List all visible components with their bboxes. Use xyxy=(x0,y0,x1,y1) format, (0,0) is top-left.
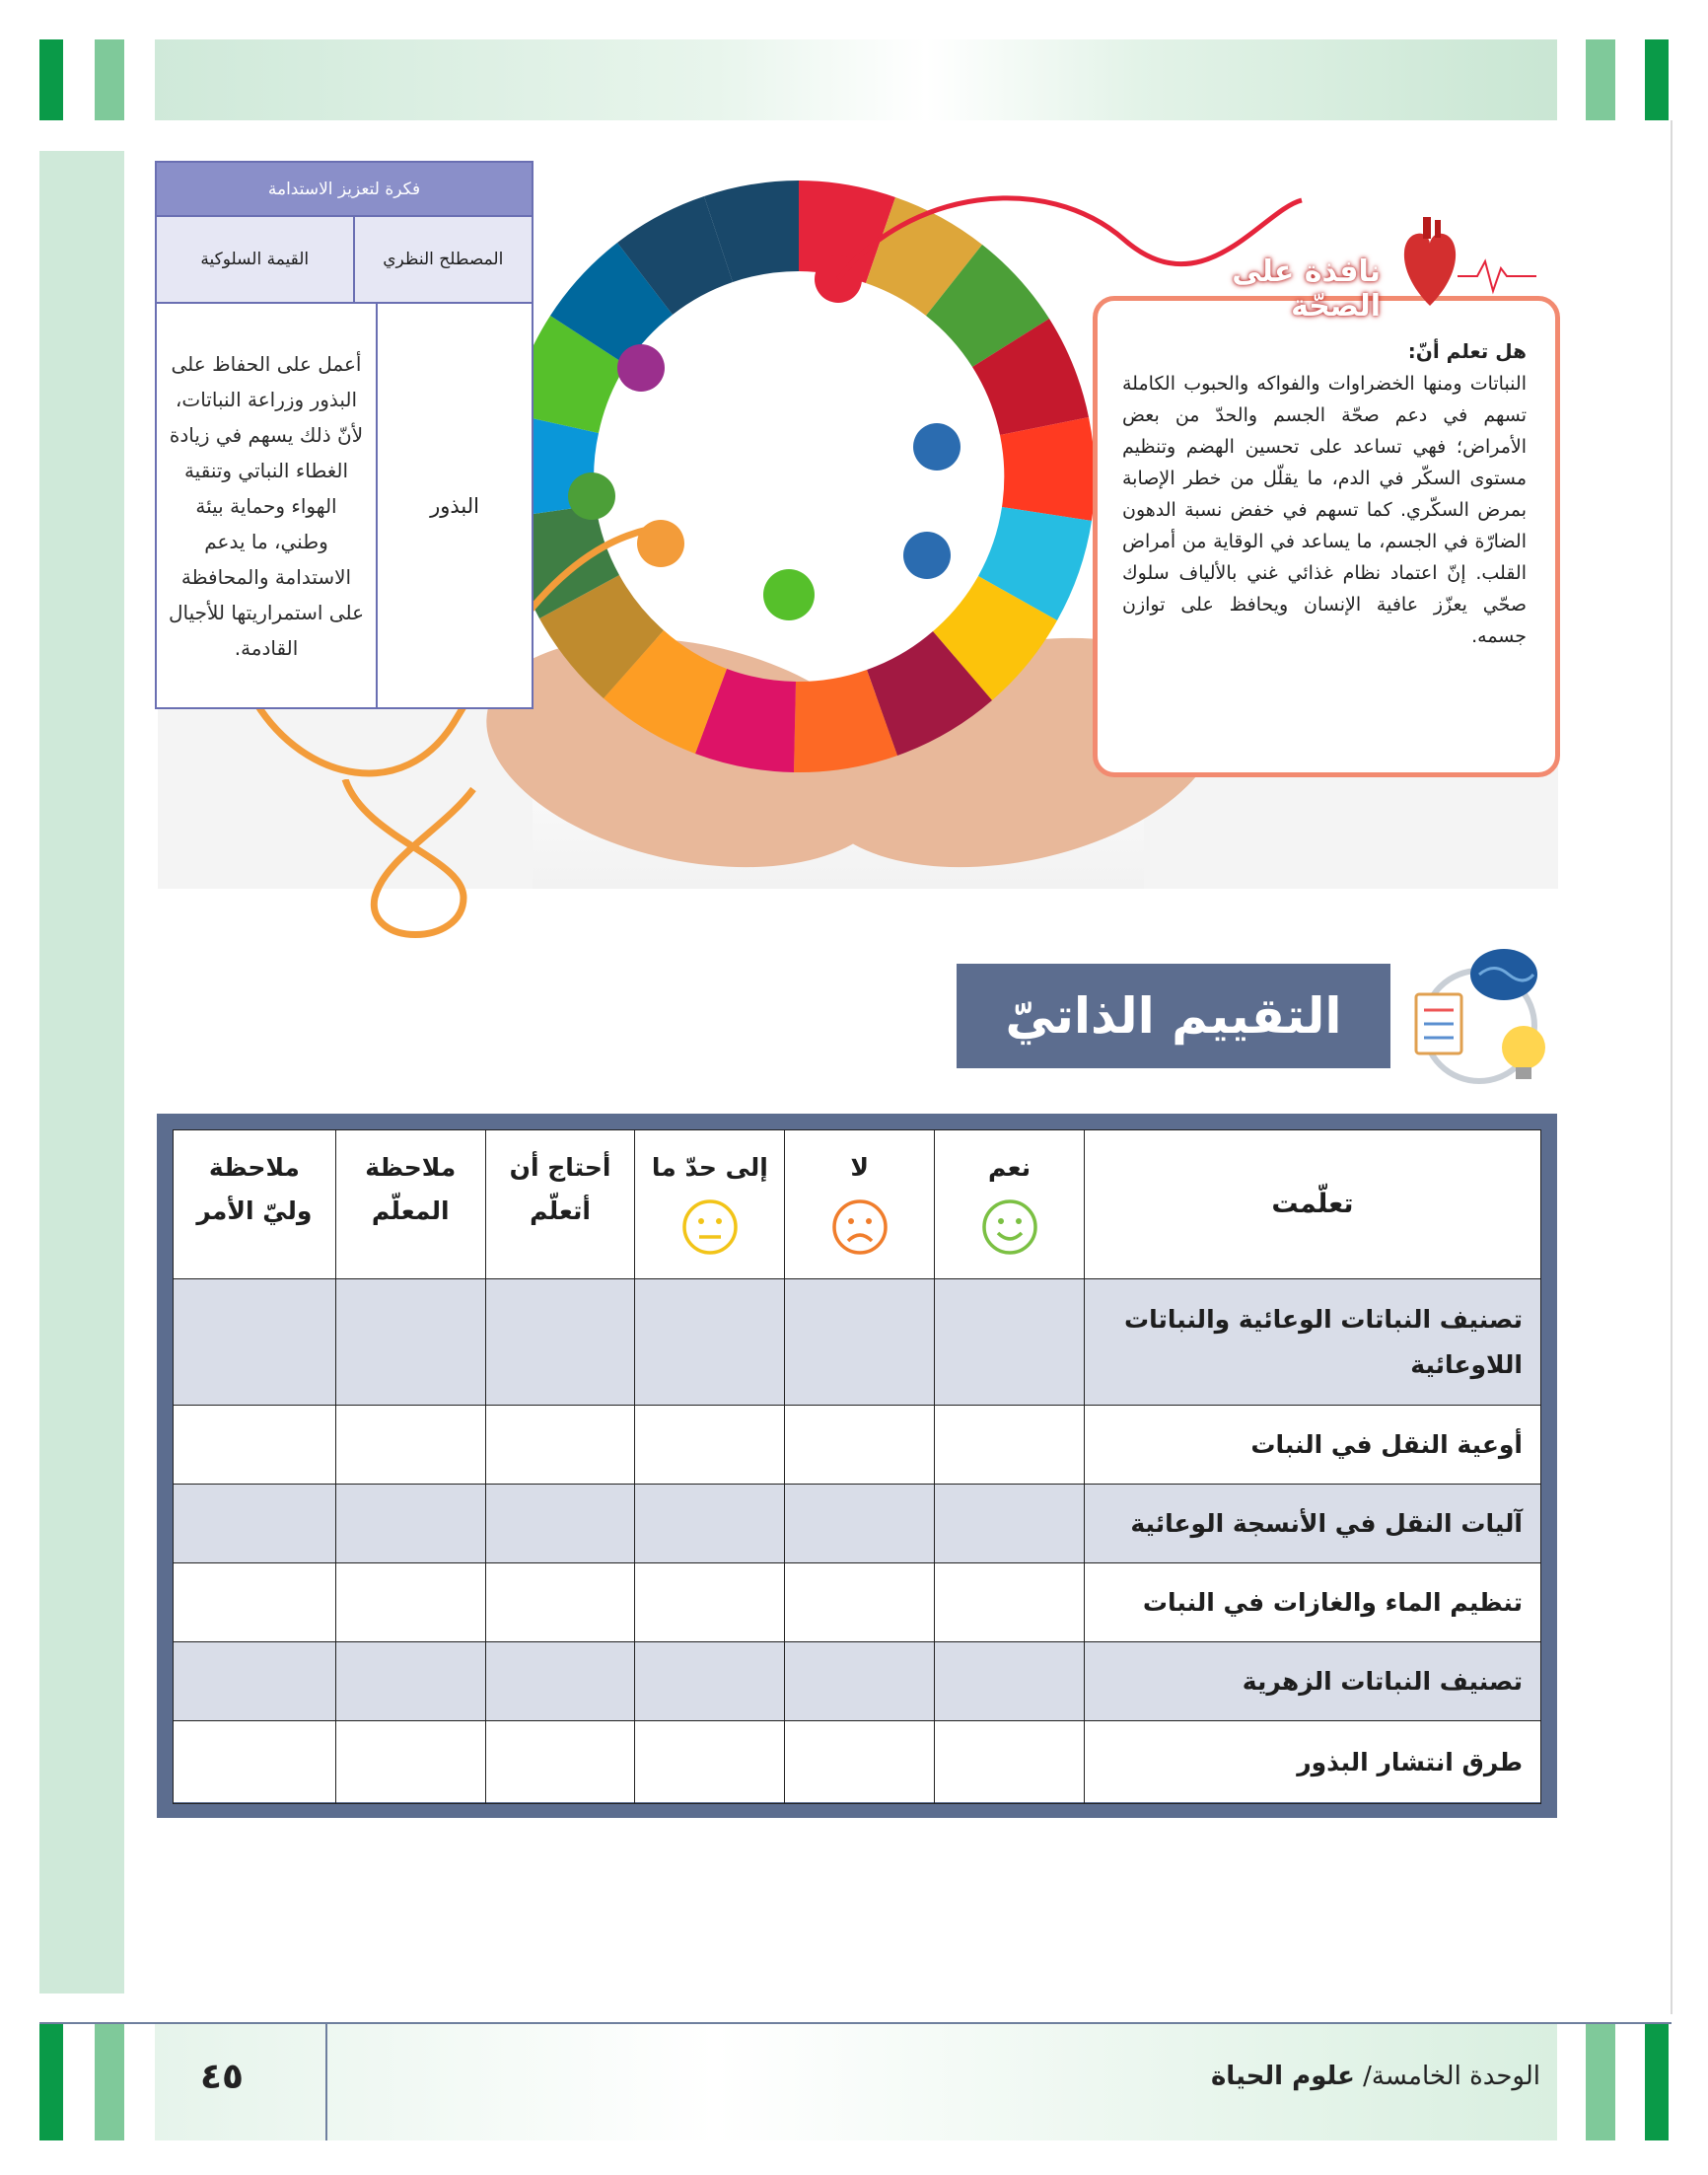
row-label: تصنيف النباتات الوعائية والنباتات اللاوعائية xyxy=(1084,1279,1540,1406)
header-no-label: لا xyxy=(850,1153,870,1182)
header-need xyxy=(485,1130,635,1279)
cell-no[interactable] xyxy=(785,1406,935,1485)
header-no xyxy=(785,1130,935,1279)
cell-somewhat[interactable] xyxy=(635,1406,785,1485)
cell-yes[interactable] xyxy=(935,1406,1085,1485)
table-row xyxy=(174,1485,1541,1563)
top-band xyxy=(155,39,1557,120)
bottom-right-bar-light xyxy=(1586,2024,1615,2140)
table-row xyxy=(174,1406,1541,1485)
sustainability-table xyxy=(155,161,534,709)
sustainability-body-row xyxy=(157,304,532,707)
side-band xyxy=(39,151,124,1994)
heartbeat-line-icon xyxy=(1458,256,1536,296)
cell-parent[interactable] xyxy=(174,1485,336,1563)
cell-parent[interactable] xyxy=(174,1563,336,1642)
cell-yes[interactable] xyxy=(935,1485,1085,1563)
cell-somewhat[interactable] xyxy=(635,1279,785,1406)
assessment-table-frame xyxy=(157,1114,1557,1818)
bottom-left-bar-dark xyxy=(39,2024,63,2140)
header-need-label: أحتاج أن أتعلّم xyxy=(509,1153,611,1225)
sustainability-title: فكرة لتعزيز الاستدامة xyxy=(157,163,532,217)
cell-teacher[interactable] xyxy=(335,1721,485,1804)
unit-prefix: الوحدة الخامسة/ xyxy=(1354,2062,1540,2091)
cell-somewhat[interactable] xyxy=(635,1642,785,1721)
health-lead: هل تعلم أنّ: xyxy=(1407,339,1527,363)
bottom-left-bar-light xyxy=(95,2024,124,2140)
header-learned xyxy=(1084,1130,1540,1279)
header-learned-label: تعلّمت xyxy=(1271,1189,1354,1219)
header-somewhat-label: إلى حدّ ما xyxy=(651,1153,768,1182)
sustainability-header-row xyxy=(157,217,532,304)
cell-somewhat[interactable] xyxy=(635,1485,785,1563)
header-parent-label: ملاحظة وليّ الأمر xyxy=(196,1153,313,1225)
cell-need[interactable] xyxy=(485,1485,635,1563)
header-row xyxy=(174,1130,1541,1279)
table-row xyxy=(174,1563,1541,1642)
header-yes xyxy=(935,1130,1085,1279)
bottom-right-bar-dark xyxy=(1645,2024,1669,2140)
assessment-table xyxy=(173,1129,1541,1802)
page-number: ٤٥ xyxy=(200,2057,244,2097)
term-cell: البذور xyxy=(376,304,532,707)
cell-no[interactable] xyxy=(785,1563,935,1642)
table-row xyxy=(174,1279,1541,1406)
health-title: نافذة على الصحّة xyxy=(1232,254,1381,324)
cell-yes[interactable] xyxy=(935,1721,1085,1804)
health-body: النباتات ومنها الخضراوات والفواكه والحبوب الكاملة تسهم في دعم صحّة الجسم والحدّ من بعض الأمراض؛ فهي تساعد على تحسين الهضم وتنظيم مستوى السكّر في الدم، ما يقلّل من خطر الإصابة بمرض السكّري. كما تسهم في خفض نسبة الدهون الضارّة في الجسم، ما يساعد في الوقاية من أمراض القلب. إنّ اعتماد نظام غذائي غني بالألياف سلوك صحّي يعزّز عافية الإنسان ويحافظ على توازن جسمه. xyxy=(1122,373,1527,647)
cell-parent[interactable] xyxy=(174,1721,336,1804)
row-label: تنظيم الماء والغازات في النبات xyxy=(1084,1563,1540,1642)
cell-parent[interactable] xyxy=(174,1642,336,1721)
heart-icon xyxy=(1395,212,1464,311)
row-label: طرق انتشار البذور xyxy=(1084,1721,1540,1804)
cell-need[interactable] xyxy=(485,1279,635,1406)
row-label: تصنيف النباتات الزهرية xyxy=(1084,1642,1540,1721)
cell-yes[interactable] xyxy=(935,1279,1085,1406)
cell-teacher[interactable] xyxy=(335,1279,485,1406)
assessment-grid xyxy=(173,1129,1541,1804)
value-cell xyxy=(157,304,376,707)
cell-need[interactable] xyxy=(485,1721,635,1804)
value-text: أعمل على الحفاظ على البذور وزراعة النباتات، لأنّ ذلك يسهم في زيادة الغطاء النباتي وتنقية الهواء وحماية بيئة وطني، ما يدعم الاستدامة والمحافظة على استمراريتها للأجيال القادمة. xyxy=(168,351,365,660)
brain-icon xyxy=(1400,937,1558,1095)
row-label: أوعية النقل في النبات xyxy=(1084,1406,1540,1485)
health-text xyxy=(1122,335,1527,652)
orange-loop xyxy=(325,779,523,947)
cell-no[interactable] xyxy=(785,1485,935,1563)
cell-teacher[interactable] xyxy=(335,1563,485,1642)
cell-somewhat[interactable] xyxy=(635,1563,785,1642)
cell-need[interactable] xyxy=(485,1563,635,1642)
cell-no[interactable] xyxy=(785,1721,935,1804)
cell-no[interactable] xyxy=(785,1642,935,1721)
sad-face-icon[interactable] xyxy=(830,1197,890,1257)
table-row xyxy=(174,1721,1541,1804)
top-right-bar-dark xyxy=(1645,39,1669,120)
cell-teacher[interactable] xyxy=(335,1485,485,1563)
cell-yes[interactable] xyxy=(935,1642,1085,1721)
top-right-bar-light xyxy=(1586,39,1615,120)
cell-no[interactable] xyxy=(785,1279,935,1406)
header-yes-label: نعم xyxy=(987,1153,1032,1182)
top-left-bar-dark xyxy=(39,39,63,120)
cell-parent[interactable] xyxy=(174,1406,336,1485)
top-left-bar-light xyxy=(95,39,124,120)
col-term-header: المصطلح النظري xyxy=(353,217,532,302)
footer-divider xyxy=(325,2024,327,2140)
self-assessment-title: التقييم الذاتيّ xyxy=(957,964,1390,1068)
cell-need[interactable] xyxy=(485,1406,635,1485)
unit-name: علوم الحياة xyxy=(1210,2062,1355,2091)
right-edge-line xyxy=(1671,120,1672,2014)
cell-teacher[interactable] xyxy=(335,1406,485,1485)
header-somewhat xyxy=(635,1130,785,1279)
header-teacher xyxy=(335,1130,485,1279)
table-row xyxy=(174,1642,1541,1721)
cell-somewhat[interactable] xyxy=(635,1721,785,1804)
neutral-face-icon[interactable] xyxy=(680,1197,740,1257)
unit-label xyxy=(1134,2062,1540,2091)
cell-teacher[interactable] xyxy=(335,1642,485,1721)
cell-parent[interactable] xyxy=(174,1279,336,1406)
happy-face-icon[interactable] xyxy=(980,1197,1039,1257)
cell-yes[interactable] xyxy=(935,1563,1085,1642)
header-teacher-label: ملاحظة المعلّم xyxy=(365,1153,457,1225)
cell-need[interactable] xyxy=(485,1642,635,1721)
header-parent xyxy=(174,1130,336,1279)
row-label: آليات النقل في الأنسجة الوعائية xyxy=(1084,1485,1540,1563)
col-value-header: القيمة السلوكية xyxy=(200,250,310,269)
